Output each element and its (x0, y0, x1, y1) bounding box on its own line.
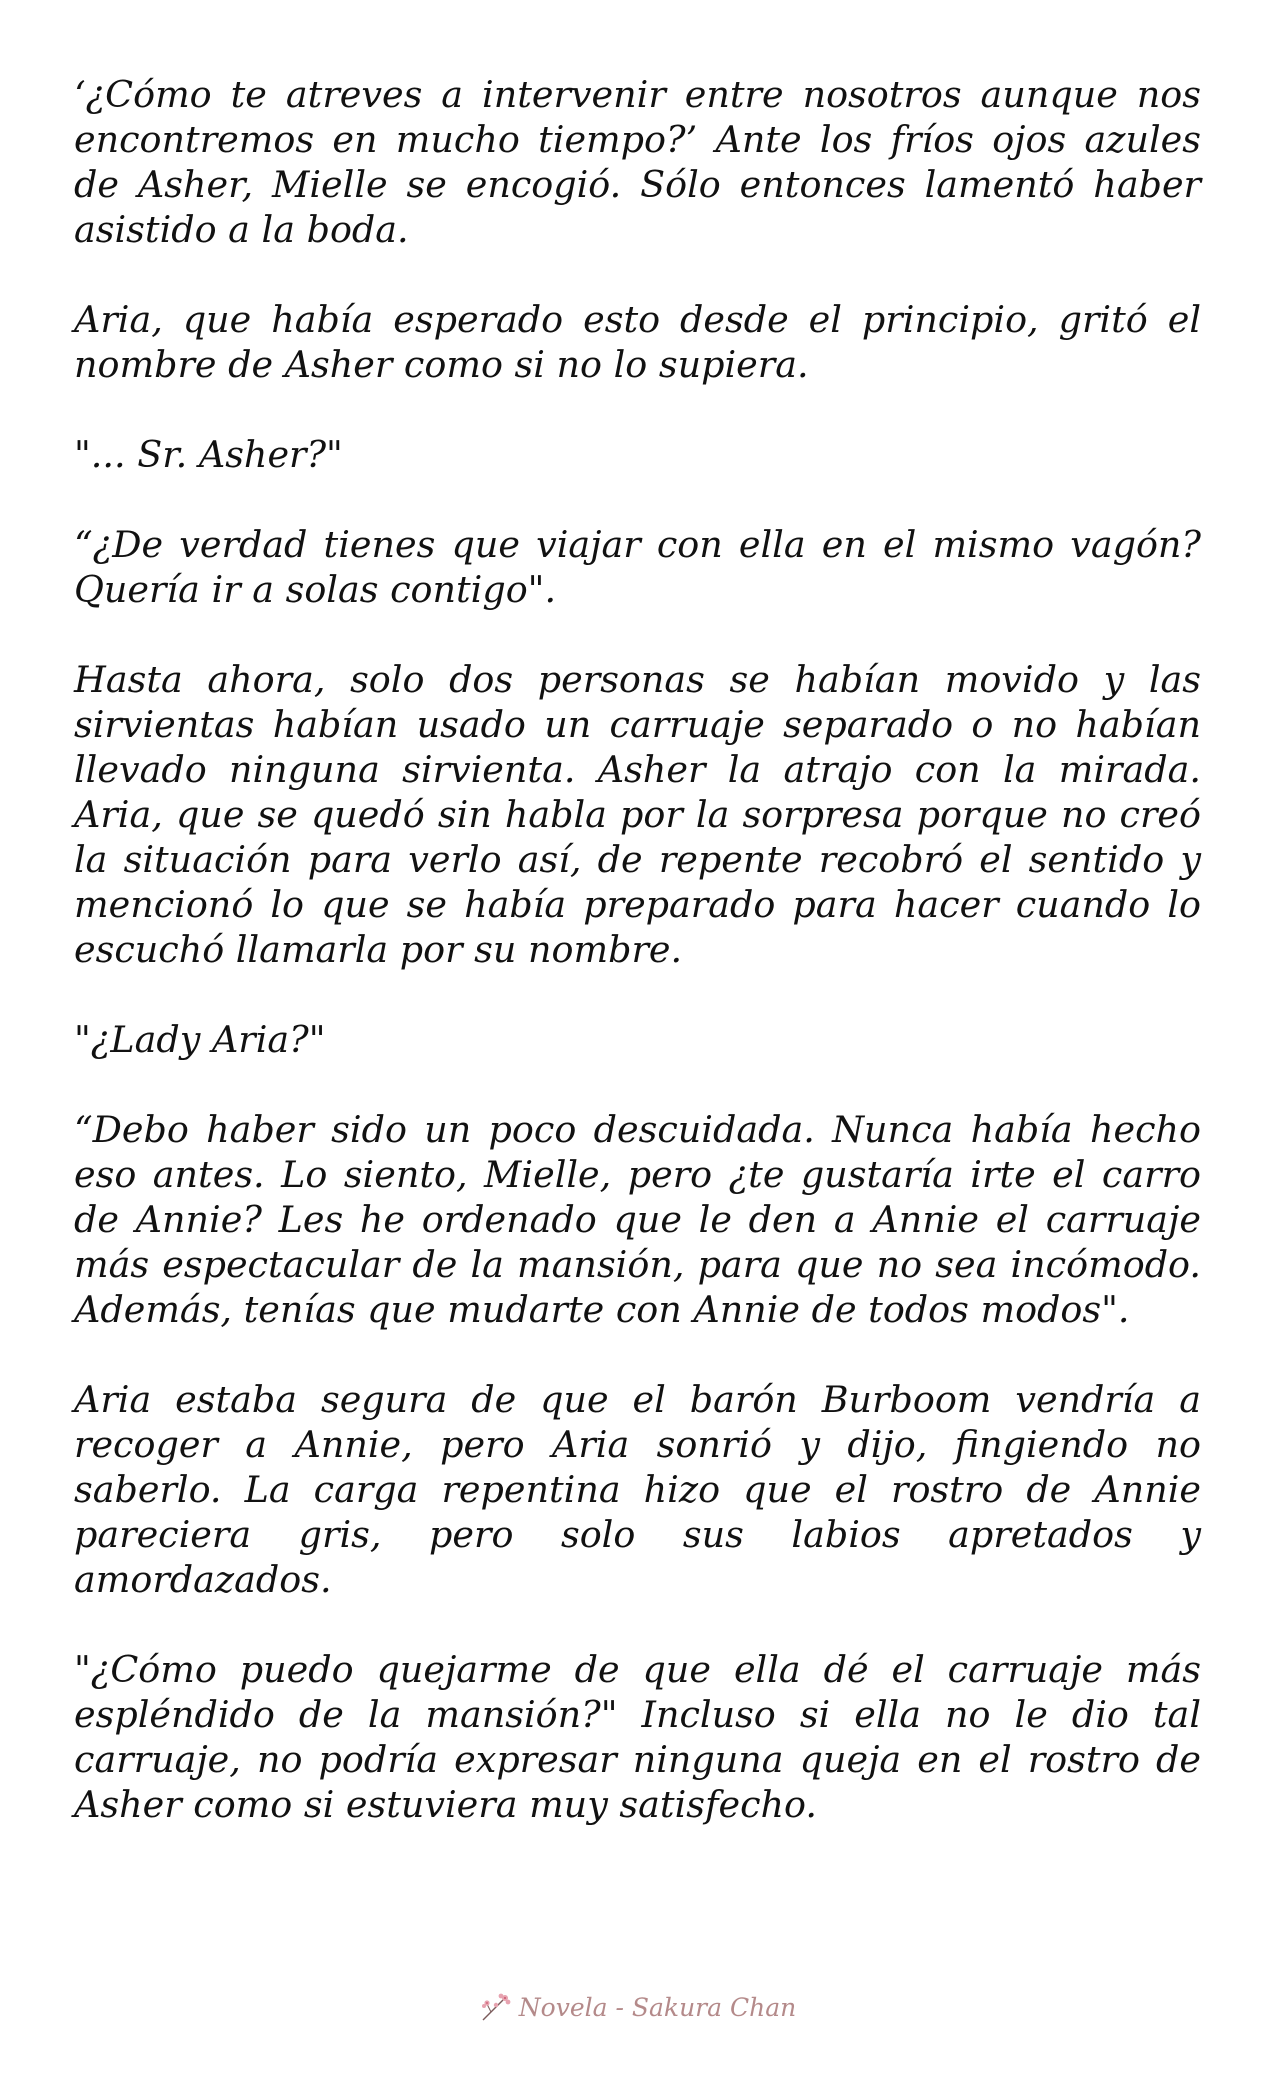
paragraph-5: Hasta ahora, solo dos personas se habían movido y las sirvientas habían usado un carruaje separado o no habían llevado ninguna sirvienta. Asher la atrajo con la mirada. Aria, que se quedó sin habla por la sorpresa porque no creó la situación para verlo así, de repente recobró el sentido y mencionó lo que se había preparado para hacer cuando lo escuchó llamarla por su nombre. (74, 658, 1201, 971)
watermark-text: Novela - Sakura Chan (518, 1992, 797, 2022)
paragraph-2: Aria, que había esperado esto desde el principio, gritó el nombre de Asher como si no lo supiera. (74, 298, 1201, 386)
document-body (74, 72, 1201, 1872)
paragraph-7: “Debo haber sido un poco descuidada. Nunca había hecho eso antes. Lo siento, Mielle, pero ¿te gustaría irte el carro de Annie? Les he ordenado que le den a Annie el carruaje más espectacular de la mansión, para que no sea incómodo. Además, tenías que mudarte con Annie de todos modos". (74, 1108, 1201, 1331)
watermark-footer (0, 1990, 1275, 2024)
paragraph-4: “¿De verdad tienes que viajar con ella en el mismo vagón? Quería ir a solas contigo". (74, 523, 1201, 611)
paragraph-8: Aria estaba segura de que el barón Burboom vendría a recoger a Annie, pero Aria sonrió y dijo, fingiendo no saberlo. La carga repentina hizo que el rostro de Annie pareciera gris, pero solo sus labios apretados y amordazados. (74, 1378, 1201, 1601)
paragraph-6: "¿Lady Aria?" (74, 1018, 326, 1061)
paragraph-3: "... Sr. Asher?" (74, 433, 343, 476)
cherry-blossom-icon (479, 1990, 513, 2024)
paragraph-9: "¿Cómo puedo quejarme de que ella dé el carruaje más espléndido de la mansión?" Incluso si ella no le dio tal carruaje, no podría expresar ninguna queja en el rostro de Asher como si estuviera muy satisfecho. (74, 1648, 1201, 1826)
paragraph-1: ‘¿Cómo te atreves a intervenir entre nosotros aunque nos encontremos en mucho tiempo?’ Ante los fríos ojos azules de Asher, Mielle se encogió. Sólo entonces lamentó haber asistido a la boda. (74, 73, 1201, 251)
